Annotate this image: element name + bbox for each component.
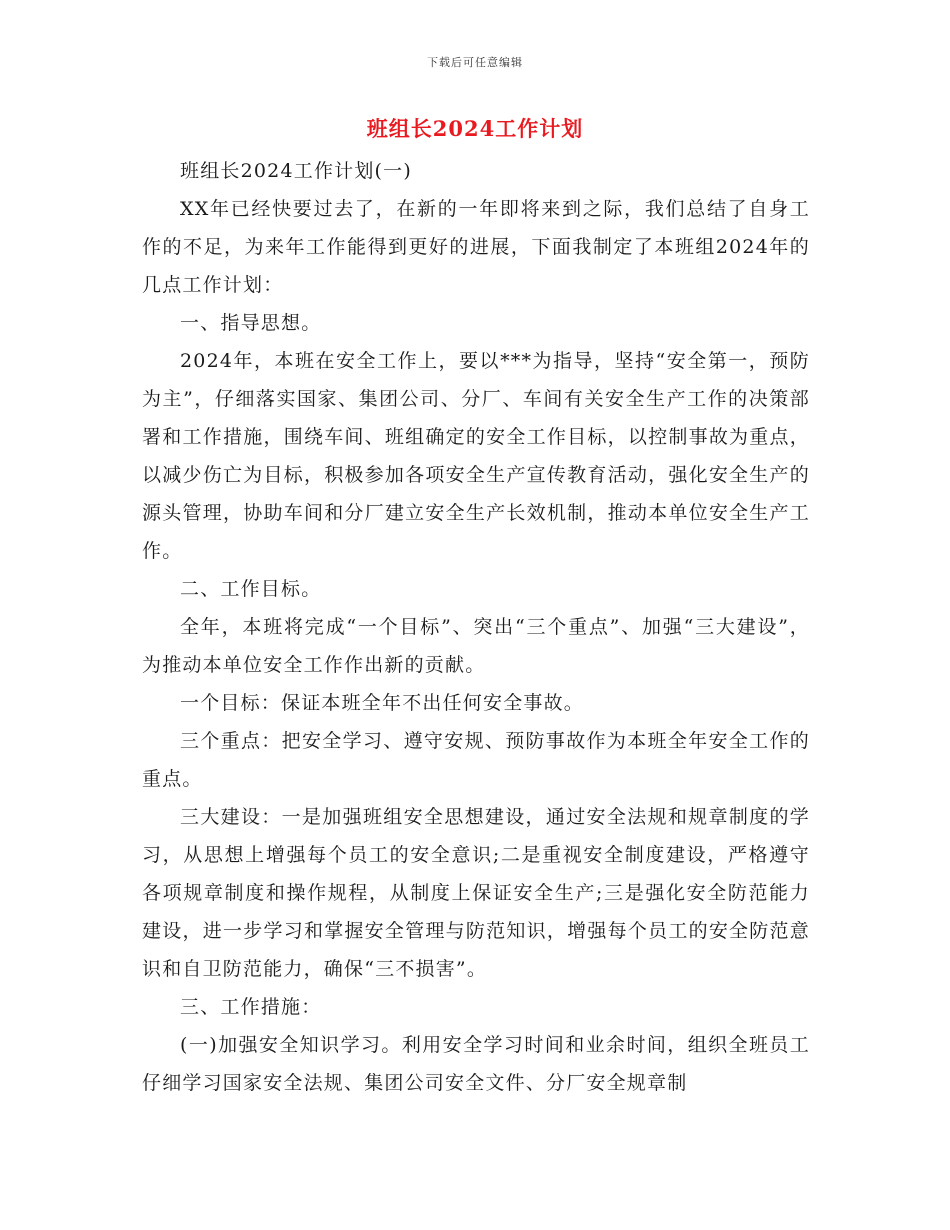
work-goals-paragraph: 全年，本班将完成“一个目标”、突出“三个重点”、加强“三大建设”，为推动本单位安全工作作出新的贡献。 [142,616,810,676]
section-heading-work-measures: 三、工作措施： [180,996,322,1018]
intro-paragraph: XX年已经快要过去了，在新的一年即将来到之际，我们总结了自身工作的不足，为来年工作能得到更好的进展，下面我制定了本班组2024年的几点工作计划： [142,198,810,296]
document-body [142,152,810,1102]
header-note: 下载后可任意编辑 [427,56,523,69]
guiding-thought-paragraph: 2024年，本班在安全工作上，要以***为指导，坚持“安全第一，预防为主”，仔细落实国家、集团公司、分厂、车间有关安全生产工作的决策部署和工作措施，围绕车间、班组确定的安全工作目标，以控制事故为重点，以减少伤亡为目标，积极参加各项安全生产宣传教育活动，强化安全生产的源头管理，协助车间和分厂建立安全生产长效机制，推动本单位安全生产工作。 [142,350,810,562]
section-heading-work-goals: 二、工作目标。 [180,578,322,600]
three-focuses-paragraph: 三个重点：把安全学习、遵守安规、预防事故作为本班全年安全工作的重点。 [142,730,810,790]
section-heading-guiding-thought: 一、指导思想。 [180,312,322,334]
subtitle-paragraph: 班组长2024工作计划(一) [180,160,412,182]
document-title: 班组长2024工作计划 [366,116,584,141]
one-goal-paragraph: 一个目标：保证本班全年不出任何安全事故。 [180,692,585,714]
measure-one-paragraph: (一)加强安全知识学习。利用安全学习时间和业余时间，组织全班员工仔细学习国家安全法规、集团公司安全文件、分厂安全规章制 [142,1034,810,1094]
three-constructions-paragraph: 三大建设：一是加强班组安全思想建设，通过安全法规和规章制度的学习，从思想上增强每个员工的安全意识;二是重视安全制度建设，严格遵守各项规章制度和操作规程，从制度上保证安全生产;三是强化安全防范能力建设，进一步学习和掌握安全管理与防范知识，增强每个员工的安全防范意识和自卫防范能力，确保“三不损害”。 [142,806,810,980]
